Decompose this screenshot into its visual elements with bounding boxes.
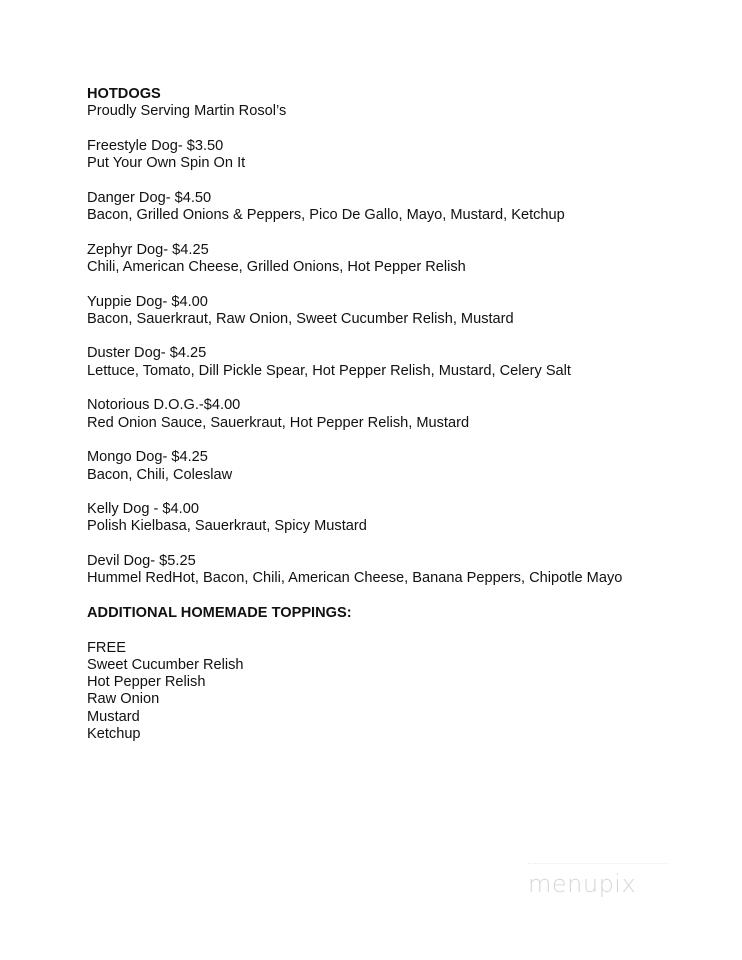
menu-item — [87, 190, 622, 225]
menu-item — [87, 138, 622, 173]
menu-item-description: Bacon, Chili, Coleslaw — [87, 466, 233, 483]
menu-item — [87, 553, 622, 588]
topping-item: Raw Onion — [87, 691, 160, 708]
toppings-free-label: FREE — [87, 639, 126, 656]
menu-item — [87, 449, 622, 484]
menu-item-description: Chili, American Cheese, Grilled Onions, Hot Pepper Relish — [87, 258, 466, 275]
watermark-logo: menupix — [528, 870, 637, 898]
menu-item-description: Red Onion Sauce, Sauerkraut, Hot Pepper Relish, Mustard — [87, 414, 470, 431]
menu-item-description: Polish Kielbasa, Sauerkraut, Spicy Mustard — [87, 518, 367, 535]
menu-item-name: Mongo Dog- $4.25 — [87, 449, 208, 466]
menu-document — [87, 86, 622, 743]
menu-item-description: Bacon, Sauerkraut, Raw Onion, Sweet Cucumber Relish, Mustard — [87, 310, 514, 327]
menu-item-name: Danger Dog- $4.50 — [87, 189, 212, 206]
section-title-toppings: ADDITIONAL HOMEMADE TOPPINGS: — [87, 604, 352, 621]
menu-item — [87, 397, 622, 432]
section-title-hotdogs: HOTDOGS — [87, 86, 161, 102]
menu-item-description: Hummel RedHot, Bacon, Chili, American Cheese, Banana Peppers, Chipotle Mayo — [87, 570, 623, 587]
topping-item: Ketchup — [87, 725, 141, 742]
section-subtitle: Proudly Serving Martin Rosol’s — [87, 103, 287, 120]
menu-item-name: Kelly Dog - $4.00 — [87, 501, 199, 518]
watermark-decoration — [528, 863, 668, 867]
menu-item — [87, 294, 622, 329]
menu-item-name: Freestyle Dog- $3.50 — [87, 137, 224, 154]
menu-item — [87, 345, 622, 380]
topping-item: Mustard — [87, 708, 140, 725]
menu-item-name: Notorious D.O.G.-$4.00 — [87, 397, 241, 414]
menu-item — [87, 242, 622, 277]
topping-item: Sweet Cucumber Relish — [87, 656, 244, 673]
menu-item — [87, 501, 622, 536]
menu-item-description: Put Your Own Spin On It — [87, 155, 246, 172]
menu-item-name: Duster Dog- $4.25 — [87, 345, 207, 362]
topping-item: Hot Pepper Relish — [87, 674, 206, 691]
menu-item-name: Yuppie Dog- $4.00 — [87, 293, 208, 310]
toppings-list — [87, 640, 622, 744]
menu-item-description: Bacon, Grilled Onions & Peppers, Pico De Gallo, Mayo, Mustard, Ketchup — [87, 207, 565, 224]
menu-item-name: Zephyr Dog- $4.25 — [87, 241, 209, 258]
menu-item-name: Devil Dog- $5.25 — [87, 553, 196, 570]
menu-item-description: Lettuce, Tomato, Dill Pickle Spear, Hot Pepper Relish, Mustard, Celery Salt — [87, 362, 571, 379]
